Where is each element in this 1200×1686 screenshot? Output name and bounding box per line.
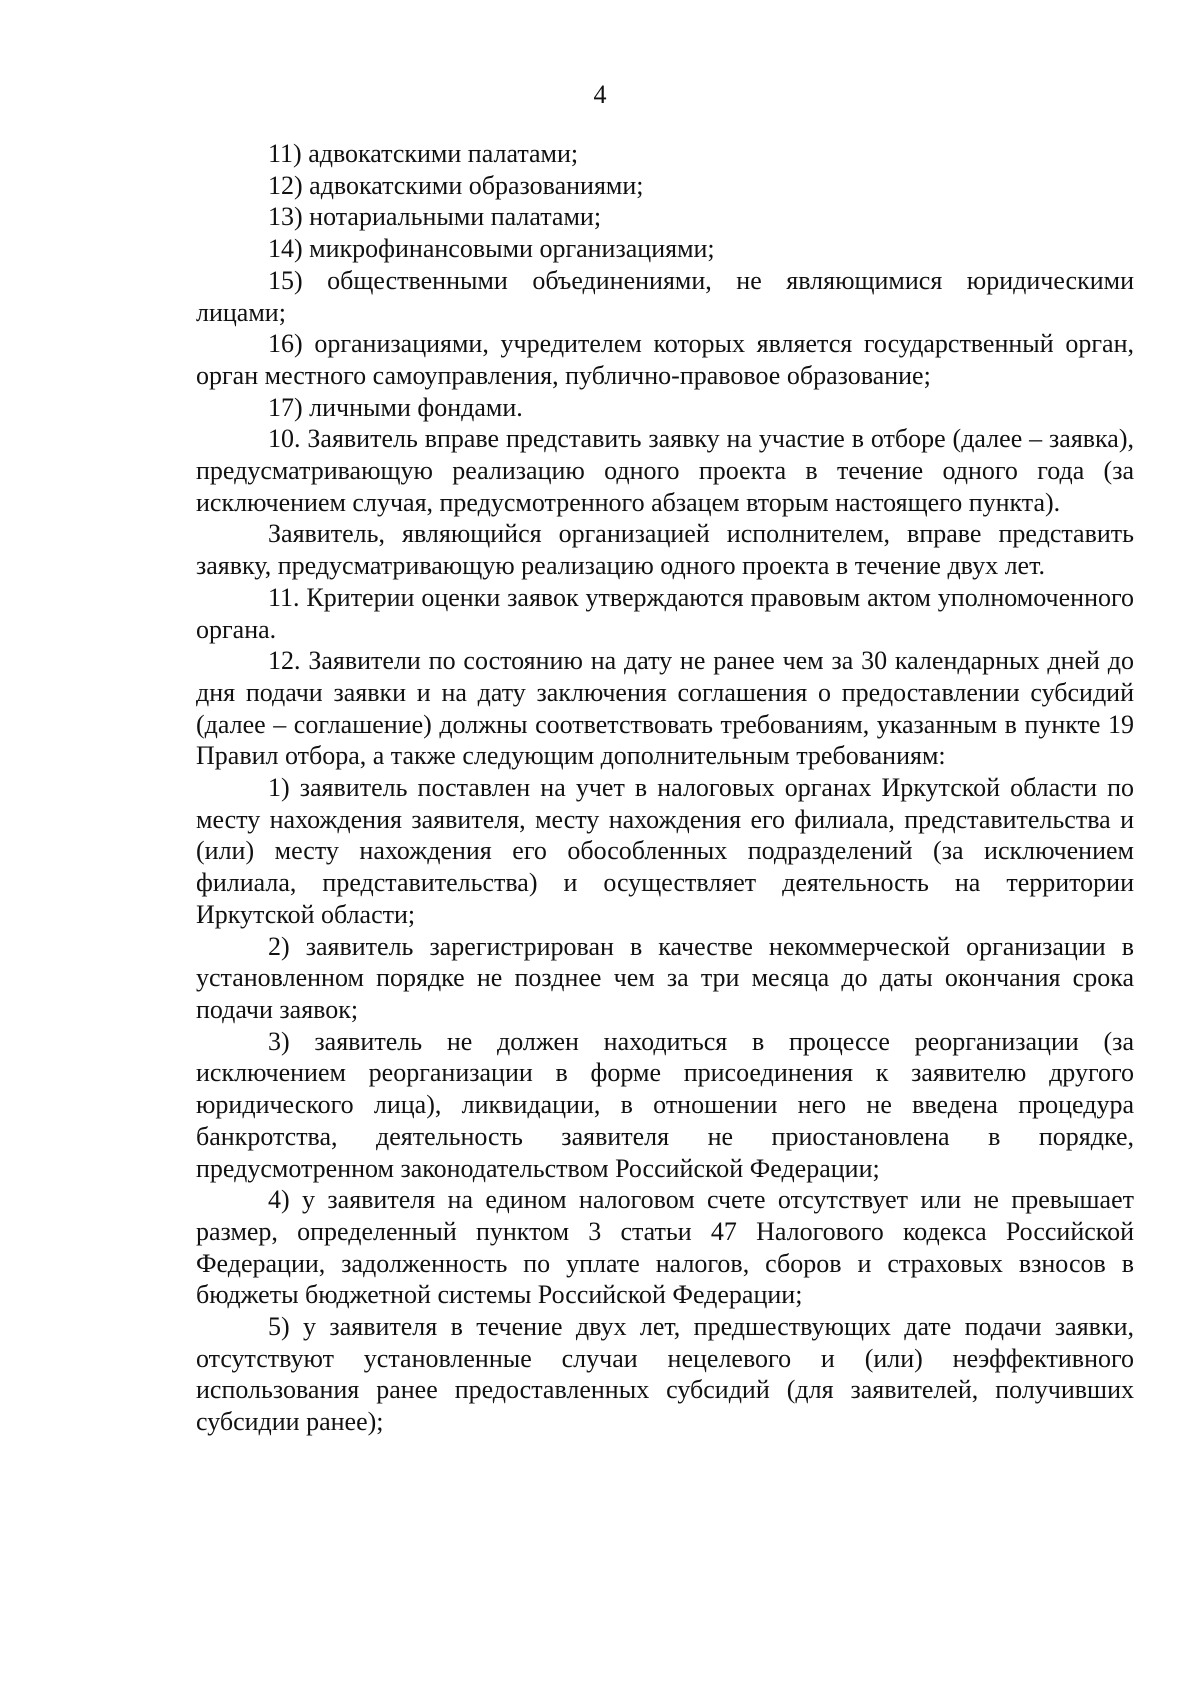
list-item-13: 13) нотариальными палатами;	[268, 202, 602, 232]
page-number: 4	[593, 80, 607, 109]
list-item-14: 14) микрофинансовыми организациями;	[268, 234, 715, 264]
list-item-11: 11) адвокатскими палатами;	[268, 139, 579, 168]
requirement-3: 3) заявитель не должен находиться в процессе реорганизации (за исключением реорганизации в форме присоединения к заявителю другого юридического лица), ликвидации, в отношении него не введена процедура банкротства, деятельность заявителя не приостановлена в порядке, предусмотренном законодательством Российской Федерации;	[196, 1026, 1134, 1183]
clause-10-second-paragraph: Заявитель, являющийся организацией исполнителем, вправе представить заявку, предусматривающую реализацию одного проекта в течение двух лет.	[196, 519, 1134, 581]
requirement-4: 4) у заявителя на едином налоговом счете отсутствует или не превышает размер, определенный пунктом 3 статьи 47 Налогового кодекса Российской Федерации, задолженность по уплате налогов, сборов и страховых взносов в бюджеты бюджетной системы Российской Федерации;	[196, 1185, 1134, 1310]
list-item-12: 12) адвокатскими образованиями;	[268, 170, 644, 200]
requirement-1: 1) заявитель поставлен на учет в налоговых органах Иркутской области по месту нахождения заявителя, месту нахождения его филиала, представительства и (или) месту нахождения его обособленных подразделений (за исключением филиала, представительства) и осуществляет деятельность на территории Иркутской области;	[196, 773, 1134, 929]
requirement-2: 2) заявитель зарегистрирован в качестве некоммерческой организации в установленном порядке не позднее чем за три месяца до даты окончания срока подачи заявок;	[196, 931, 1134, 1024]
clause-12: 12. Заявители по состоянию на дату не ранее чем за 30 календарных дней до дня подачи заявки и на дату заключения соглашения о предоставлении субсидий (далее – соглашение) должны соответствовать требованиям, указанным в пункте 19 Правил отбора, а также следующим дополнительным требованиям:	[196, 646, 1134, 771]
list-item-17: 17) личными фондами.	[268, 392, 523, 422]
requirement-5: 5) у заявителя в течение двух лет, предшествующих дате подачи заявки, отсутствуют установленные случаи нецелевого и (или) неэффективного использования ранее предоставленных субсидий (для заявителей, получивших субсидии ранее);	[196, 1312, 1134, 1437]
list-item-15: 15) общественными объединениями, не являющимися юридическими лицами;	[196, 265, 1134, 327]
document-body	[196, 138, 1134, 1438]
list-item-16: 16) организациями, учредителем которых является государственный орган, орган местного самоуправления, публично-правовое образование;	[196, 329, 1134, 390]
clause-11: 11. Критерии оценки заявок утверждаются правовым актом уполномоченного органа.	[196, 582, 1134, 644]
clause-10: 10. Заявитель вправе представить заявку на участие в отборе (далее – заявка), предусматривающую реализацию одного проекта в течение одного года (за исключением случая, предусмотренного абзацем вторым настоящего пункта).	[196, 424, 1134, 517]
